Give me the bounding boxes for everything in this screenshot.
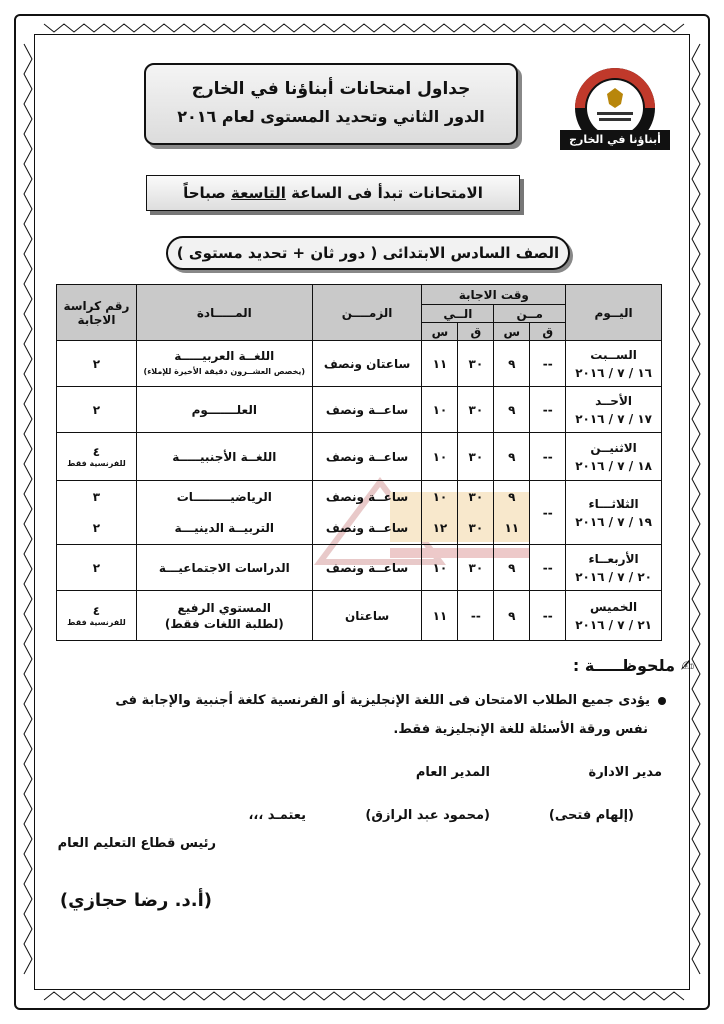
header-answer-time: وقت الاجابة (422, 285, 566, 305)
header-day: اليــوم (566, 285, 662, 341)
table-row (57, 433, 662, 481)
row-booklet-note: للفرنسية فقط (67, 459, 126, 468)
from-hours: ٩ (494, 433, 530, 481)
bullet-icon (658, 697, 666, 705)
to-minutes: ٣٠ (458, 545, 494, 591)
row-date: ١٨ / ٧ / ٢٠١٦ (575, 458, 652, 473)
note-line-1 (60, 693, 666, 708)
admin-name: (إلهام فتحى) (548, 808, 634, 823)
table-row (57, 591, 662, 641)
row-day: الاثنيــن (590, 440, 637, 455)
row-day: الأربعــاء (588, 551, 639, 566)
start-prefix: الامتحانات تبدأ فى الساعة (291, 184, 483, 202)
to-minutes: ٣٠ (458, 387, 494, 433)
from-minutes: -- (530, 387, 566, 433)
note-heading (450, 656, 694, 675)
page-title (144, 63, 518, 145)
admin-title: مدير الادارة (588, 765, 662, 780)
header-booklet: رقم كراسة الاجابة (57, 285, 137, 341)
to-minutes-a: ٣٠ (468, 490, 484, 504)
row-booklet: ٤ (92, 445, 101, 459)
general-name: (محمود عبد الرازق) (365, 808, 490, 823)
table-row (57, 387, 662, 433)
row-booklet-note: للفرنسية فقط (67, 618, 126, 627)
to-minutes-b: ٣٠ (468, 521, 484, 535)
from-hours: ٩ (494, 387, 530, 433)
from-minutes: -- (530, 341, 566, 387)
start-time: التاسعة (231, 184, 286, 202)
start-suffix: صباحاً (183, 184, 226, 202)
table-row (57, 545, 662, 591)
approve-label: يعتمـد ،،، (248, 808, 306, 823)
to-hours: ١٠ (422, 545, 458, 591)
from-hours: ٩ (494, 545, 530, 591)
from-hours-a: ٩ (508, 490, 516, 504)
note-line-1-text: يؤدى جميع الطلاب الامتحان فى اللغة الإنجليزية أو الفرنسية كلغة أجنبية والإجابة فى (115, 693, 650, 708)
row-subject: اللغــة العربيـــــة (174, 348, 275, 363)
row-booklet-b: ٢ (92, 521, 101, 535)
sector-name: (أ.د. رضا حجازي) (59, 890, 212, 911)
from-hours-b: ١١ (504, 521, 520, 535)
to-hours: ١١ (422, 591, 458, 641)
row-day: الأحــد (595, 393, 632, 408)
to-hours-b: ١٢ (432, 521, 448, 535)
row-booklet: ٢ (57, 341, 137, 387)
row-date: ٢٠ / ٧ / ٢٠١٦ (575, 569, 652, 584)
row-date: ١٧ / ٧ / ٢٠١٦ (575, 411, 652, 426)
to-minutes: ٣٠ (458, 341, 494, 387)
row-subject: الدراسات الاجتماعيـــة (136, 545, 312, 591)
row-duration: ساعتان (312, 591, 422, 641)
from-minutes: -- (530, 591, 566, 641)
to-minutes: -- (458, 591, 494, 641)
header-to: الــي (422, 305, 494, 323)
row-day: الســبت (590, 347, 637, 362)
grade-banner: الصف السادس الابتدائى ( دور ثان + تحديد مستوى ) (166, 236, 570, 270)
row-date: ١٦ / ٧ / ٢٠١٦ (575, 365, 652, 380)
row-day: الخميس (589, 599, 638, 614)
row-duration-a: ساعــة ونصف (325, 490, 409, 504)
sector-title: رئيس قطاع التعليم العام (57, 836, 216, 851)
to-minutes: ٣٠ (458, 433, 494, 481)
row-subject: العلـــــــوم (136, 387, 312, 433)
row-duration: ساعــة ونصف (312, 387, 422, 433)
row-subject-note: (لطلبة اللغات فقط) (164, 616, 284, 631)
title-line-1: جداول امتحانات أبناؤنا في الخارج (191, 79, 471, 99)
row-subject: المستوي الرفيع (177, 600, 272, 615)
header-from: مــن (494, 305, 566, 323)
row-booklet-a: ٣ (92, 490, 101, 504)
note-line-2: نفس ورقة الأسئلة للغة الإنجليزية فقط. (393, 722, 648, 737)
row-duration: ساعــة ونصف (312, 433, 422, 481)
pencil-icon: ✍ (680, 656, 694, 675)
logo-caption: أبناؤنا في الخارج (560, 130, 670, 150)
header-subject: المـــــادة (136, 285, 312, 341)
row-duration: ساعــة ونصف (312, 545, 422, 591)
row-day: الثلاثـــاء (588, 496, 639, 511)
from-minutes: -- (530, 433, 566, 481)
row-duration: ساعتان ونصف (312, 341, 422, 387)
to-hours-a: ١٠ (432, 490, 448, 504)
table-row (57, 481, 662, 545)
from-hours: ٩ (494, 591, 530, 641)
header-to-minutes: ق (458, 323, 494, 341)
to-hours: ١٠ (422, 433, 458, 481)
table-row (57, 341, 662, 387)
row-subject-b: التربيــة الدينيـــة (174, 521, 275, 535)
title-line-2: الدور الثاني وتحديد المستوى لعام ٢٠١٦ (177, 107, 485, 126)
row-date: ١٩ / ٧ / ٢٠١٦ (575, 514, 652, 529)
row-booklet: ٤ (92, 604, 101, 618)
header-from-hours: س (494, 323, 530, 341)
row-duration-b: ساعــة ونصف (325, 521, 409, 535)
general-title: المدير العام (415, 765, 490, 780)
row-date: ٢١ / ٧ / ٢٠١٦ (575, 617, 652, 632)
row-booklet: ٢ (57, 387, 137, 433)
from-minutes: -- (530, 545, 566, 591)
from-hours: ٩ (494, 341, 530, 387)
to-hours: ١٠ (422, 387, 458, 433)
start-time-banner (146, 175, 520, 211)
header-duration: الزمــــن (312, 285, 422, 341)
row-subject-note: (يخصص العشــرون دقيقة الأخيرة للإملاء) (143, 366, 306, 376)
to-hours: ١١ (422, 341, 458, 387)
row-booklet: ٢ (57, 545, 137, 591)
row-subject-a: الرياضيـــــــــات (176, 490, 272, 504)
note-heading-text: ملحوظـــــة : (572, 656, 676, 675)
header-to-hours: س (422, 323, 458, 341)
row-subject: اللغــة الأجنبيـــــة (136, 433, 312, 481)
header-from-minutes: ق (530, 323, 566, 341)
exam-schedule-table (56, 284, 662, 641)
from-minutes: -- (530, 481, 566, 545)
